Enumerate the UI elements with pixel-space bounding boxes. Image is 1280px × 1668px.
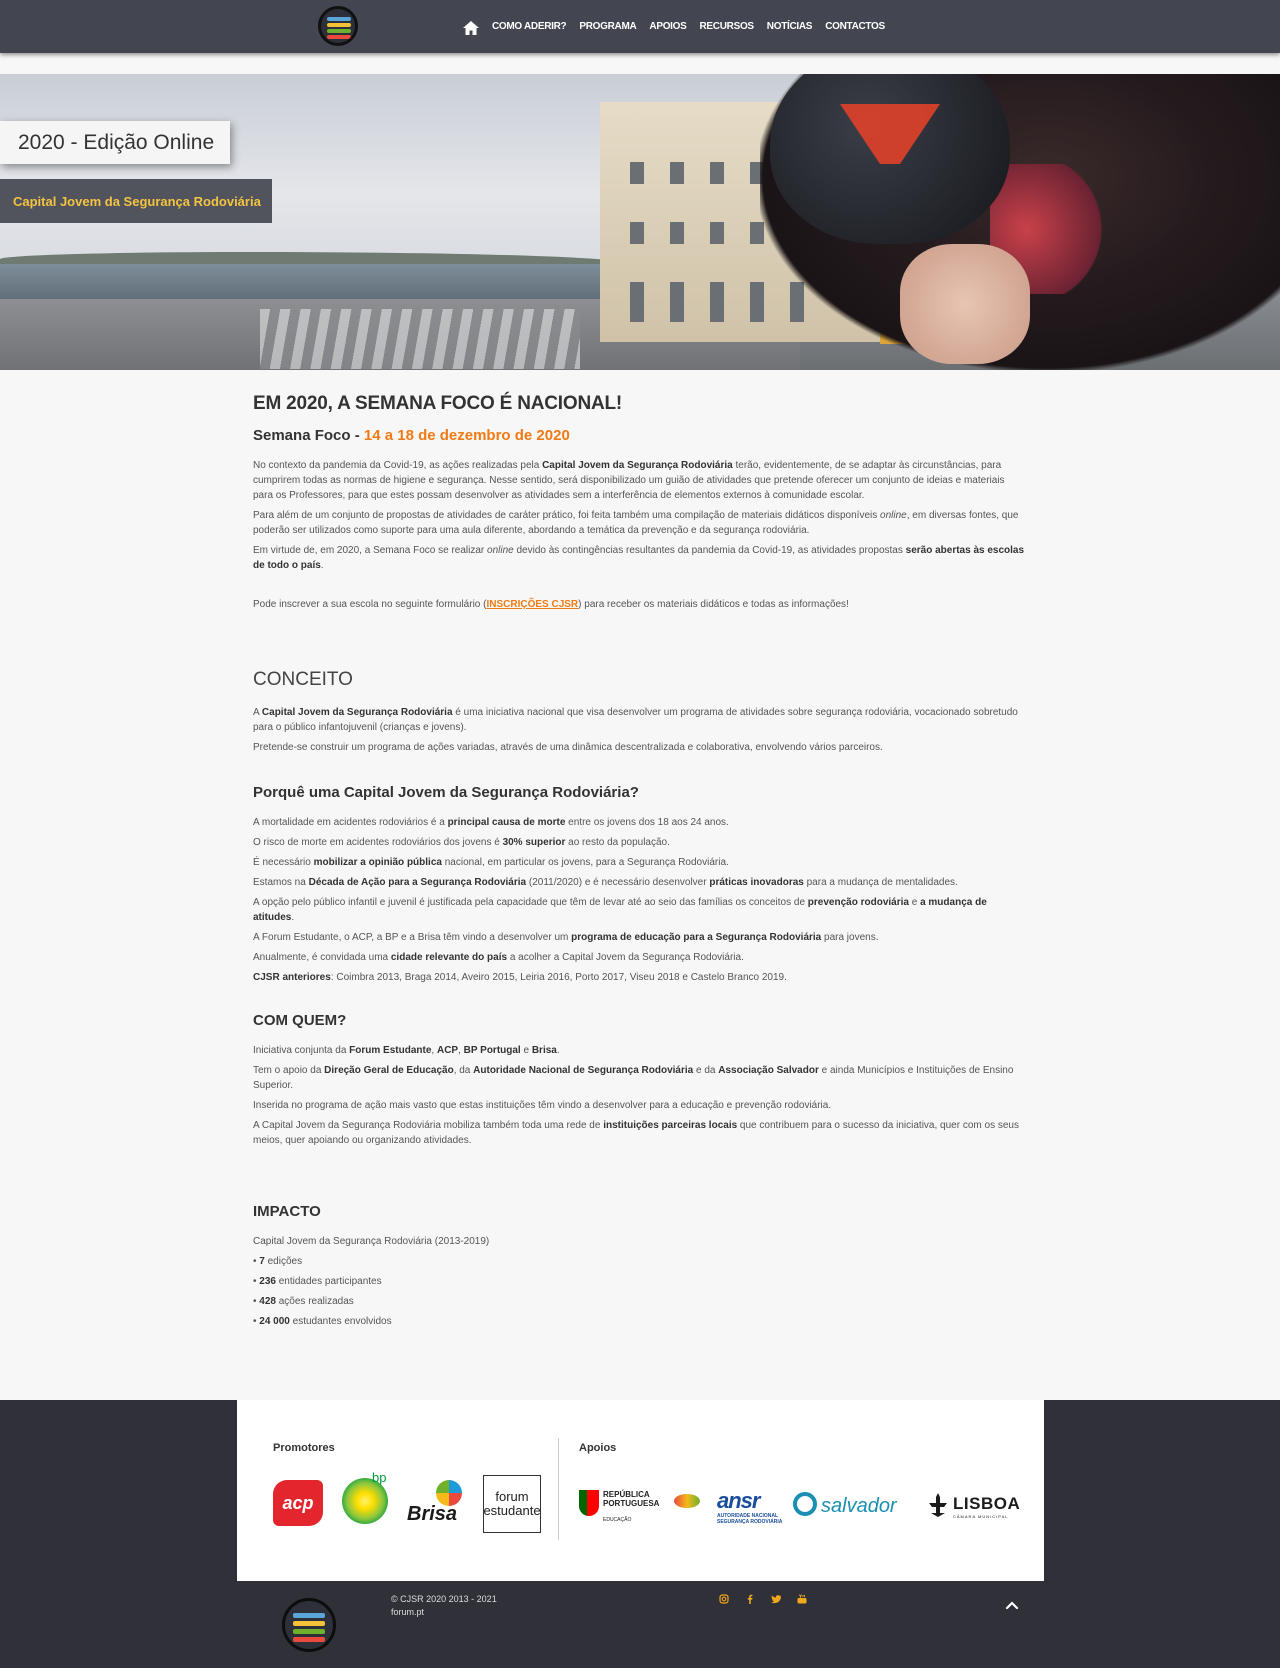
- comquem-line-3: Inserida no programa de ação mais vasto que estas instituições têm vindo a desenvolver para a educação e prevenção rodoviária.: [253, 1100, 832, 1111]
- acp-logo[interactable]: acp: [273, 1480, 323, 1526]
- comquem-line-4: A Capital Jovem da Segurança Rodoviária mobiliza também toda uma rede de instituições parceiras locais que contribuem para o sucesso da iniciativa, quer com os seus meios, quer apoiando ou organizando atividades.: [253, 1120, 1019, 1146]
- portugal-flag-icon: [579, 1490, 599, 1516]
- education-partner-logo[interactable]: [674, 1494, 700, 1508]
- intro-paragraph-1: No contexto da pandemia da Covid-19, as ações realizadas pela Capital Jovem da Segurança Rodoviária terão, evidentemente, de se adaptar às circunstâncias, para cumprirem todas as normas de higiene e segurança. Nesse sentido, será disponibilizado um guião de atividades que pretende oferecer um conjunto de ideias e materiais para os Professores, para que estes possam desenvolver as atividades sem a interferência de elementos externos à comunidade escolar.: [253, 460, 1005, 501]
- porque-line-8: CJSR anteriores: Coimbra 2013, Braga 2014, Aveiro 2015, Leiria 2016, Porto 2017, Viseu 2018 e Castelo Branco 2019.: [253, 972, 787, 983]
- logo-stripe: [327, 35, 351, 39]
- nav-item-programa[interactable]: PROGRAMA: [579, 21, 637, 32]
- inscricoes-link[interactable]: INSCRIÇÕES CJSR: [486, 599, 579, 610]
- intro-paragraph-4: Pode inscrever a sua escola no seguinte formulário (INSCRIÇÕES CJSR) para receber os materiais didáticos e todas as informações!: [253, 599, 849, 610]
- forum-logo-line: estudante: [483, 1503, 541, 1518]
- instagram-icon[interactable]: [718, 1594, 730, 1607]
- brisa-logo[interactable]: Brisa: [407, 1503, 458, 1525]
- top-navbar: [0, 0, 1280, 53]
- home-icon[interactable]: [463, 21, 479, 35]
- forum-estudante-logo[interactable]: [483, 1475, 541, 1533]
- lisboa-logo[interactable]: LISBOA: [953, 1494, 1021, 1513]
- copyright-text: © CJSR 2020 2013 - 2021: [391, 1594, 497, 1604]
- nav-item-recursos[interactable]: RECURSOS: [699, 21, 754, 32]
- nav-item-contactos[interactable]: CONTACTOS: [825, 21, 885, 32]
- conceito-paragraph-1: A Capital Jovem da Segurança Rodoviária é uma iniciativa nacional que visa desenvolver um programa de atividades sobre segurança rodoviária, vocacionado sobretudo para o público infantojuvenil (crianças e jovens).: [253, 707, 1018, 733]
- site-logo[interactable]: [318, 6, 358, 46]
- promotores-label: Promotores: [273, 1442, 335, 1454]
- bp-logo-text: bp: [372, 1470, 387, 1485]
- footer-copyright: [391, 1593, 497, 1619]
- apoios-label: Apoios: [579, 1442, 617, 1454]
- impacto-heading: IMPACTO: [253, 1203, 321, 1220]
- porque-line-7: Anualmente, é convidada uma cidade relevante do país a acolher a Capital Jovem da Segurança Rodoviária.: [253, 952, 744, 963]
- twitter-icon[interactable]: [770, 1594, 782, 1607]
- conceito-heading: CONCEITO: [253, 669, 353, 690]
- hero-crosswalk: [260, 309, 580, 369]
- youtube-icon[interactable]: [796, 1594, 808, 1607]
- hero-subtitle: Capital Jovem da Segurança Rodoviária: [0, 179, 272, 223]
- nav-item-apoios[interactable]: APOIOS: [649, 21, 687, 32]
- back-to-top-icon[interactable]: [1005, 1598, 1019, 1612]
- comquem-line-2: Tem o apoio da Direção Geral de Educação, da Autoridade Nacional de Segurança Rodoviária e da Associação Salvador e ainda Municípios e Instituições de Ensino Superior.: [253, 1065, 1014, 1091]
- comquem-heading: COM QUEM?: [253, 1012, 347, 1029]
- social-links: [718, 1594, 808, 1607]
- intro-paragraph-2: Para além de um conjunto de propostas de atividades de caráter prático, foi feita também uma compilação de materiais didáticos disponíveis online, em diversas fontes, que poderão ser utilizados como suporte para uma aula diferente, abordando a temática da prevenção e da segurança rodoviária.: [253, 510, 1019, 536]
- ansr-logo[interactable]: ansr: [717, 1488, 760, 1513]
- porque-line-5: A opção pelo público infantil e juvenil é justificada pela capacidade que têm de levar até ao seio das famílias os conceitos de prevenção rodoviária e a mudança de atitudes.: [253, 897, 987, 923]
- intro-paragraph-3: Em virtude de, em 2020, a Semana Foco se realizar online devido às contingências resultantes da pandemia da Covid-19, as atividades propostas serão abertas às escolas de todo o país.: [253, 545, 1025, 571]
- sponsors-divider: [558, 1438, 559, 1540]
- logo-stripe: [327, 23, 351, 27]
- intro-heading: EM 2020, A SEMANA FOCO É NACIONAL!: [253, 393, 623, 414]
- lisboa-logo-subtitle: CÂMARA MUNICIPAL: [953, 1514, 1009, 1519]
- porque-line-4: Estamos na Década de Ação para a Segurança Rodoviária (2011/2020) e é necessário desenvolver práticas inovadoras para a mudança de mentalidades.: [253, 877, 958, 888]
- main-menu: [463, 0, 898, 53]
- impacto-item: • 236 entidades participantes: [253, 1276, 382, 1287]
- footer-site-link[interactable]: forum.pt: [391, 1607, 425, 1617]
- facebook-icon[interactable]: [744, 1594, 756, 1607]
- subheading-prefix: Semana Foco -: [253, 427, 364, 444]
- hero-title: 2020 - Edição Online: [0, 121, 230, 164]
- impacto-intro: Capital Jovem da Segurança Rodoviária (2013-2019): [253, 1236, 490, 1247]
- sponsors-panel: Promotores Apoios acp bp Brisa forum estudante REPÚBLICA PORTUGUESA EDUCAÇÃO ansr AUTORIDADE NACIONAL SEGURANÇA RODOVIÁRIA salvador LISBOA CÂMARA MUNICIPAL: [237, 1400, 1044, 1581]
- ansr-logo-subtitle: AUTORIDADE NACIONAL SEGURANÇA RODOVIÁRIA: [717, 1513, 783, 1525]
- subheading-dates: 14 a 18 de dezembro de 2020: [363, 427, 570, 444]
- footer-logo[interactable]: [282, 1598, 336, 1652]
- hero-hand: [900, 244, 1030, 364]
- nav-item-noticias[interactable]: NOTÍCIAS: [766, 21, 813, 32]
- salvador-logo-mark: [793, 1492, 817, 1516]
- main-content: [253, 392, 1025, 1334]
- impacto-item: • 428 ações realizadas: [253, 1296, 354, 1307]
- comquem-line-1: Iniciativa conjunta da Forum Estudante, ACP, BP Portugal e Brisa.: [253, 1045, 560, 1056]
- lisboa-emblem-icon: [927, 1493, 949, 1517]
- porque-line-1: A mortalidade em acidentes rodoviários é a principal causa de morte entre os jovens dos 18 aos 24 anos.: [253, 817, 729, 828]
- impacto-item: • 24 000 estudantes envolvidos: [253, 1316, 392, 1327]
- logo-stripe: [327, 17, 351, 21]
- salvador-logo[interactable]: salvador: [821, 1495, 897, 1517]
- conceito-paragraph-2: Pretende-se construir um programa de ações variadas, através de uma dinâmica descentralizada e colaborativa, envolvendo vários parceiros.: [253, 742, 883, 753]
- forum-logo-line: forum: [495, 1489, 529, 1504]
- porque-line-2: O risco de morte em acidentes rodoviários dos jovens é 30% superior ao resto da população.: [253, 837, 670, 848]
- hero-river: [0, 264, 620, 304]
- impacto-item: • 7 edições: [253, 1256, 303, 1267]
- logo-stripe: [327, 29, 351, 33]
- porque-line-6: A Forum Estudante, o ACP, a BP e a Brisa têm vindo a desenvolver um programa de educação para a Segurança Rodoviária para jovens.: [253, 932, 879, 943]
- porque-line-3: É necessário mobilizar a opinião pública nacional, em particular os jovens, para a Segurança Rodoviária.: [253, 857, 729, 868]
- intro-subheading: [253, 426, 1025, 446]
- porque-heading: Porquê uma Capital Jovem da Segurança Rodoviária?: [253, 784, 639, 801]
- nav-item-como-aderir[interactable]: COMO ADERIR?: [492, 21, 567, 32]
